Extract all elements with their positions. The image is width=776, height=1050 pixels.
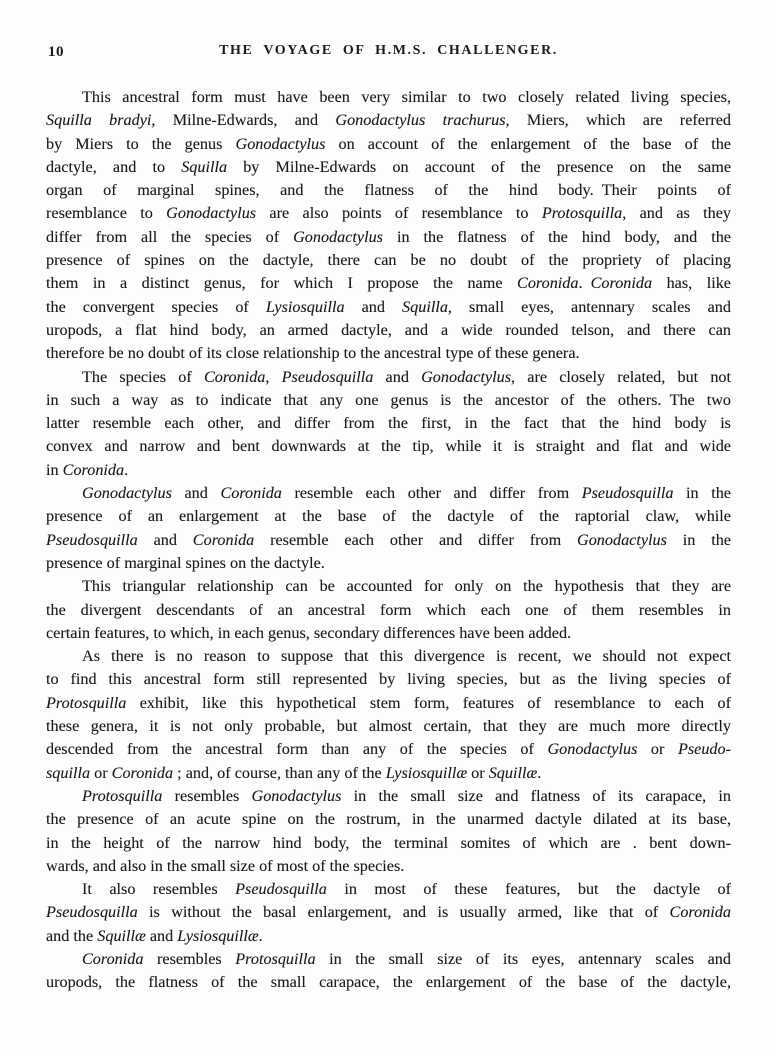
text-run: , small eyes, antennary scales and [447,297,731,316]
paragraph [46,575,731,645]
text-run: in the [673,484,731,503]
text-line [46,202,731,225]
text-run: or [637,740,678,759]
text-line [46,668,731,691]
text-run: and [137,530,193,549]
text-run: . [578,274,591,293]
text-line [46,878,731,901]
taxon-name: Squillæ [488,763,538,782]
text-run: . [258,926,263,945]
text-run: certain features, to which, in each genus, secondary differences have been added. [46,623,572,642]
text-run: the divergent descendants of an ancestral form which each one of them resembles in [46,600,731,619]
taxon-name: Gonodactylus [421,367,512,386]
text-run: , Miers, which are referred [505,111,732,130]
text-run: presence of spines on the dactyle, there can be no doubt of the propriety of placing [46,251,731,270]
text-line [46,692,731,715]
paragraph [46,878,731,948]
taxon-name: Protosquilla [541,204,623,223]
running-head-title: THE VOYAGE OF H.M.S. CHALLENGER. [219,43,558,58]
text-line [46,785,731,808]
taxon-name: Coronida [669,903,731,922]
text-run: presence of marginal spines on the dactyle. [46,553,325,572]
text-line [46,971,731,994]
text-line [46,715,731,738]
text-run: and [373,367,422,386]
text-line [46,832,731,855]
taxon-name: Pseudosquilla [235,880,327,899]
text-run: organ of marginal spines, and the flatness of the hind body. Their points of [46,181,731,200]
text-run: This triangular relationship can be accounted for only on the hypothesis that they are [82,577,731,596]
text-run: uropods, the flatness of the small carapace, the enlargement of the base of the dactyle, [46,973,731,992]
text-line [46,133,731,156]
text-line [46,925,731,948]
text-run: in the small size and flatness of its carapace, in [341,786,731,805]
text-line [46,948,731,971]
text-run: is without the basal enlargement, and is usually armed, like that of [137,903,670,922]
taxon-name: Protosquilla [46,693,127,712]
text-run: these genera, it is not only probable, but almost certain, that they are much more directly [46,717,731,736]
taxon-name: squilla [46,763,91,782]
paragraph [46,482,731,575]
taxon-name: Squilla [181,157,228,176]
page-body [46,86,731,995]
paragraph [46,948,731,995]
text-line [46,575,731,598]
text-line [46,109,731,132]
taxon-name: Coronida [590,274,653,293]
text-run: resemble each other and differ from [281,484,582,503]
text-line [46,272,731,295]
text-line [46,901,731,924]
text-run: by Miers to the genus [46,134,236,153]
text-run: and [145,926,178,945]
text-run: , Milne-Edwards, and [151,111,336,130]
text-run: therefore be no doubt of its close relationship to the ancestral type of these genera. [46,344,580,363]
taxon-name: Coronida [220,484,282,503]
text-line [46,855,731,878]
taxon-name: Squilla bradyi [46,111,152,130]
text-line [46,296,731,319]
text-line [46,599,731,622]
text-line [46,389,731,412]
taxon-name: Coronida [192,530,255,549]
taxon-name: Gonodactylus [293,227,383,246]
taxon-name: Lysiosquilla [265,297,345,316]
taxon-name: Pseudo- [677,740,732,759]
text-run: in the small size of its eyes, antennary scales and [315,949,731,968]
text-run: and [344,297,403,316]
text-line [46,622,731,645]
text-run: and the [46,926,98,945]
taxon-name: Gonodactylus [251,786,342,805]
text-run: , [265,367,282,386]
taxon-name: Pseudosquilla [46,903,138,922]
text-run: and [171,484,221,503]
taxon-name: Pseudosquilla [581,484,674,503]
text-run: wards, and also in the small size of most of the species. [46,856,405,875]
text-line [46,645,731,668]
text-run: has, like [652,274,731,293]
text-line [46,366,731,389]
taxon-name: Coronida [82,949,144,968]
text-run: resemble each other and differ from [254,530,578,549]
text-run: the presence of an acute spine on the rostrum, in the unarmed dactyle dilated at its base, [46,810,731,829]
taxon-name: Protosquilla [82,786,163,805]
taxon-name: Squillæ [97,926,146,945]
taxon-name: Coronida [517,274,579,293]
text-run: the convergent species of [46,297,266,316]
text-run: them in a distinct genus, for which I propose the name [46,274,518,293]
taxon-name: Coronida [203,367,266,386]
text-line [46,808,731,831]
text-line [46,249,731,272]
taxon-name: Pseudosquilla [281,367,374,386]
taxon-name: Squilla [402,297,448,316]
taxon-name: Lysiosquillæ [385,763,468,782]
text-run: convex and narrow and bent downwards at the tip, while it is straight and flat and wide [46,437,731,456]
taxon-name: Gonodactylus [166,204,257,223]
text-line [46,529,731,552]
taxon-name: Gonodactylus [235,134,326,153]
paragraph [46,366,731,482]
text-line [46,179,731,202]
text-run: exhibit, like this hypothetical stem form, features of resemblance to each of [126,693,731,712]
taxon-name: Coronida [62,460,125,479]
text-run: by Milne-Edwards on account of the presence on the same [227,157,731,176]
text-line [46,319,731,342]
text-run: resembles [162,786,252,805]
text-run: resemblance to [46,204,167,223]
text-run: uropods, a flat hind body, an armed dactyle, and a wide rounded telson, and there can [46,320,731,339]
taxon-name: Gonodactylus trachurus [335,111,506,130]
text-line [46,412,731,435]
text-run: resembles [143,949,236,968]
text-run: presence of an enlargement at the base of the dactyle of the raptorial claw, while [46,507,731,526]
text-run: or [90,763,112,782]
text-line [46,762,731,785]
text-run: ; and, of course, than any of the [173,763,386,782]
text-run: in the height of the narrow hind body, the terminal somites of which are . bent down- [46,833,731,852]
text-run: or [467,763,489,782]
text-run: in the [666,530,731,549]
text-line [46,459,731,482]
text-run: descended from the ancestral form than any of the species of [46,740,548,759]
text-run: differ from all the species of [46,227,294,246]
text-run: . [537,763,542,782]
text-run: As there is no reason to suppose that this divergence is recent, we should not expect [82,647,731,666]
text-line [46,552,731,575]
text-run: in [46,460,63,479]
text-line [46,342,731,365]
taxon-name: Lysiosquillæ [177,926,259,945]
running-header [46,43,731,63]
text-line [46,156,731,179]
text-run: are also points of resemblance to [256,204,542,223]
taxon-name: Pseudosquilla [46,530,138,549]
text-run: latter resemble each other, and differ from the first, in the fact that the hind body is [46,414,731,433]
taxon-name: Gonodactylus [577,530,667,549]
text-run: . [124,460,129,479]
taxon-name: Gonodactylus [547,740,638,759]
text-run: This ancestral form must have been very similar to two closely related living species, [82,88,731,106]
paragraph [46,785,731,878]
page-number: 10 [48,44,64,60]
text-line [46,482,731,505]
text-run: on account of the enlargement of the base of the [325,134,731,153]
text-run: in the flatness of the hind body, and the [382,227,731,246]
taxon-name: Protosquilla [235,949,316,968]
text-run: in most of these features, but the dactyle of [326,880,731,899]
taxon-name: Coronida [111,763,174,782]
text-line [46,226,731,249]
paragraph [46,645,731,785]
text-line [46,505,731,528]
text-run: to find this ancestral form still represented by living species, but as the living species of [46,670,731,689]
text-run: , and as they [622,204,731,223]
text-run: dactyle, and to [46,157,182,176]
text-run: It also resembles [82,880,236,899]
text-run: , are closely related, but not [511,367,732,386]
paragraph [46,86,731,366]
text-run: in such a way as to indicate that any one genus is the ancestor of the others. The two [46,390,731,409]
taxon-name: Gonodactylus [82,484,172,503]
text-line [46,435,731,458]
text-line [46,86,731,109]
text-run: The species of [82,367,204,386]
text-line [46,738,731,761]
